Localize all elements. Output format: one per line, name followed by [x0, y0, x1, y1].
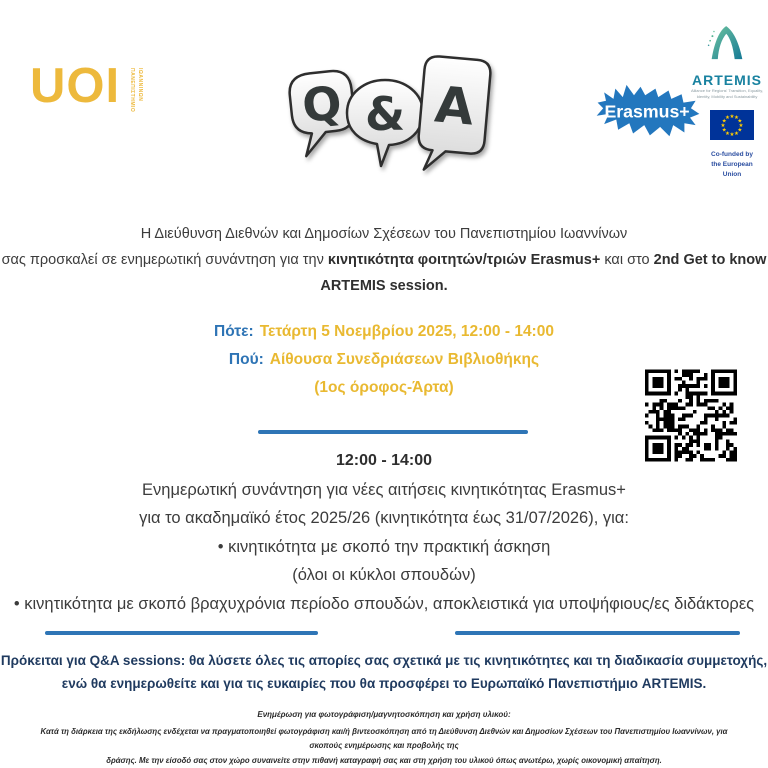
uoi-logo-text: UOI — [30, 59, 121, 113]
artemis-mountain-icon — [704, 20, 750, 66]
svg-text:★: ★ — [737, 118, 743, 125]
when-value: Τετάρτη 5 Νοεμβρίου 2025, 12:00 - 14:00 — [259, 323, 554, 340]
artemis-logo-text: ARTEMIS — [692, 72, 762, 88]
svg-text:★: ★ — [725, 130, 730, 137]
svg-text:★: ★ — [721, 127, 727, 134]
artemis-logo — [684, 20, 768, 99]
qa-sessions-note — [0, 649, 768, 695]
svg-text:★: ★ — [721, 118, 727, 125]
eu-funding-caption: Co-funded by the European Union — [711, 151, 753, 178]
session-details — [0, 447, 768, 618]
svg-text:★: ★ — [729, 132, 735, 138]
where-value: Αίθουσα Συνεδριάσεων Βιβλιοθήκης — [269, 351, 540, 368]
where-floor: (1ος όροφος-Άρτα) — [314, 379, 454, 396]
session-line-2: για το ακαδημαϊκό έτος 2025/26 (κινητικότητα έως 31/07/2026), για: — [139, 509, 629, 527]
eu-funding-block — [702, 110, 762, 179]
qa-speech-bubbles-icon — [283, 50, 495, 200]
svg-text:★: ★ — [725, 115, 730, 122]
divider-top — [258, 430, 528, 434]
intro-line-2: σας προσκαλεί σε ενημερωτική συνάντηση για την κινητικότητα φοιτητών/τριών Erasmus+ και στο 2nd Get to know ARTEMIS session. — [1, 252, 767, 294]
session-bullet-1-note: (όλοι οι κύκλοι σπουδών) — [292, 566, 476, 584]
session-time: 12:00 - 14:00 — [335, 452, 433, 469]
qa-note-line-2: ενώ θα ενημερωθείτε και για τις ευκαιρίες που θα προσφέρει το Ευρωπαϊκό Πανεπιστήμιο ARTEMIS. — [61, 676, 707, 691]
where-label: Πού: — [228, 351, 264, 368]
footer-line-1: Κατά τη διάρκεια της εκδήλωσης ενδέχεται να πραγματοποιηθεί φωτογράφιση και/ή βιντεοσκόπηση από τη Διεύθυνση Διεθνών και Δημοσίων Σχέσεων του Πανεπιστημίου Ιωαννίνων, για σκοπούς ενημέρωσης και προβολής της — [40, 726, 728, 750]
session-line-1: Ενημερωτική συνάντηση για νέες αιτήσεις κινητικότητας Erasmus+ — [142, 480, 626, 499]
svg-text:★: ★ — [734, 130, 739, 137]
footer-title: Ενημέρωση για φωτογράφιση/μαγνητοσκόπηση και χρήση υλικού: — [257, 710, 511, 719]
intro-line-1: Η Διεύθυνση Διεθνών και Δημοσίων Σχέσεων του Πανεπιστημίου Ιωαννίνων — [140, 226, 628, 242]
svg-text:Q: Q — [299, 75, 345, 134]
footer-disclaimer — [30, 708, 738, 768]
a-bubble — [416, 55, 492, 174]
uoi-logo — [30, 59, 144, 113]
svg-text:★: ★ — [734, 115, 739, 122]
qa-note-line-1: Πρόκειται για Q&A sessions: θα λύσετε όλες τις απορίες σας σχετικά με τις κινητικότητες και τη διαδικασία συμμετοχής, — [0, 653, 768, 668]
uoi-side-text-1: ΠΑΝΕΠΙΣΤΗΜΙΟ — [129, 68, 136, 113]
when-label: Πότε: — [214, 323, 254, 340]
svg-text:★: ★ — [729, 114, 735, 120]
session-bullet-2: • κινητικότητα με σκοπό βραχυχρόνια περίοδο σπουδών, αποκλειστικά για υποψήφιους/ες διδάκτορες — [13, 594, 755, 613]
uoi-side-text-2: ΙΩΑΝΝΙΝΩΝ — [137, 68, 144, 102]
svg-text:★: ★ — [720, 123, 726, 129]
when-line — [0, 318, 768, 346]
amp-bubble — [347, 80, 423, 166]
artemis-tagline: Alliance for Regions' Transition, Equality, Identity, Mobility and Sustainability — [690, 88, 764, 99]
svg-text:A: A — [432, 75, 477, 137]
session-bullet-1: • κινητικότητα με σκοπό την πρακτική άσκηση — [217, 537, 551, 556]
uoi-logo-side-text — [129, 68, 143, 112]
svg-text:★: ★ — [737, 127, 743, 134]
intro-paragraph — [0, 221, 768, 299]
svg-text:★: ★ — [738, 123, 744, 129]
eu-flag-icon — [710, 110, 754, 140]
footer-line-2: δράσης. Με την είσοδό σας στον χώρο συναινείτε στην πιθανή καταγραφή σας και στη χρήση του υλικού όπως ανωτέρω, χωρίς οικονομική απαίτηση. — [106, 755, 662, 765]
svg-text:&: & — [364, 87, 406, 141]
divider-bottom-left — [45, 631, 318, 635]
svg-text:Erasmus+: Erasmus+ — [604, 101, 690, 122]
divider-bottom-right — [455, 631, 740, 635]
